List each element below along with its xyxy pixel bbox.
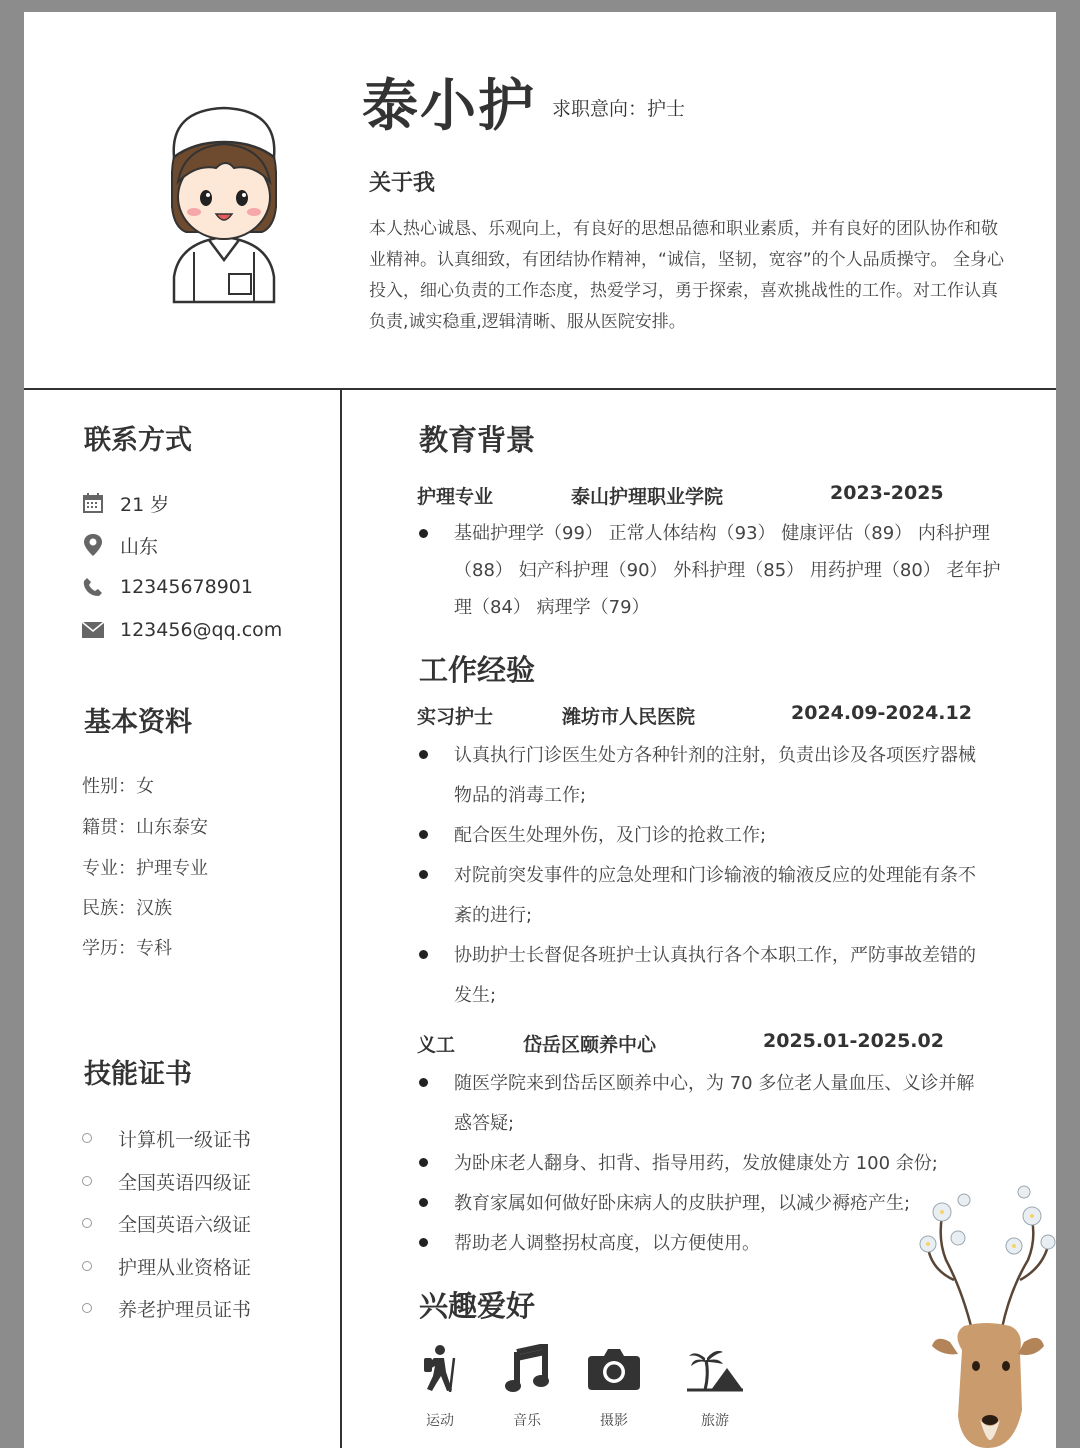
job-bullet: 帮助老人调整拐杖高度，以方便使用。	[416, 1224, 976, 1264]
candidate-name: 泰小护	[362, 74, 536, 139]
info-education: 学历：专科	[82, 938, 172, 959]
cert-item	[82, 1124, 251, 1152]
cert-item	[82, 1294, 251, 1322]
hobby-label: 摄影	[600, 1413, 628, 1429]
education-courses	[416, 515, 1016, 626]
job-period: 2024.09-2024.12	[791, 702, 972, 724]
job-bullet: 随医学院来到岱岳区颐养中心，为 70 多位老人量血压、义诊并解惑答疑;	[416, 1064, 976, 1144]
job-bullet: 认真执行门诊医生处方各种针剂的注射，负责出诊及各项医疗器械物品的消毒工作;	[416, 736, 976, 816]
contact-phone	[82, 572, 253, 602]
hiking-icon	[418, 1344, 462, 1394]
cert-item	[82, 1252, 251, 1280]
calendar-icon	[82, 492, 104, 514]
location-pin-icon	[82, 534, 104, 556]
job-bullet: 对院前突发事件的应急处理和门诊输液的输液反应的处理能有条不紊的进行;	[416, 856, 976, 936]
contact-title: 联系方式	[84, 425, 192, 456]
job-bullet: 为卧床老人翻身、扣背、指导用药，发放健康处方 100 余份;	[416, 1144, 976, 1184]
hobby-music	[497, 1344, 557, 1430]
cert-text: 计算机一级证书	[118, 1128, 252, 1151]
column-divider	[340, 390, 342, 1448]
about-title: 关于我	[369, 171, 436, 196]
cert-text: 护理从业资格证	[118, 1256, 252, 1279]
job-role: 实习护士	[417, 706, 494, 728]
education-title: 教育背景	[419, 423, 536, 457]
hobby-label: 运动	[426, 1413, 454, 1429]
contact-age-text: 21 岁	[120, 493, 170, 516]
contact-email-text: 123456@qq.com	[120, 619, 283, 641]
contact-phone-text: 12345678901	[120, 576, 253, 598]
cert-text: 全国英语六级证	[118, 1213, 252, 1236]
hobby-sport	[410, 1344, 470, 1430]
course-list: 基础护理学（99） 正常人体结构（93） 健康评估（89） 内科护理（88） 妇产科护理（90） 外科护理（85） 用药护理（80） 老年护理（84） 病理学（79）	[416, 515, 1016, 626]
header-divider	[24, 388, 1056, 390]
job-bullet: 协助护士长督促各班护士认真执行各个本职工作，严防事故差错的发生;	[416, 936, 976, 1016]
education-major: 护理专业	[417, 486, 494, 508]
info-gender: 性别：女	[82, 776, 154, 797]
cert-bullet	[82, 1133, 92, 1143]
info-hometown: 籍贯：山东泰安	[82, 817, 208, 838]
nurse-avatar-illustration	[134, 102, 314, 322]
job-org: 潍坊市人民医院	[562, 706, 696, 728]
hobby-label: 音乐	[513, 1413, 541, 1429]
cert-bullet	[82, 1303, 92, 1313]
job-intention: 求职意向：护士	[552, 98, 686, 120]
cert-bullet	[82, 1176, 92, 1186]
job-bullets	[416, 1064, 976, 1264]
education-school: 泰山护理职业学院	[571, 486, 724, 508]
cert-text: 全国英语四级证	[118, 1171, 252, 1194]
contact-email	[82, 615, 282, 645]
camera-icon	[588, 1344, 640, 1394]
hobbies-title: 兴趣爱好	[419, 1289, 536, 1323]
job-role: 义工	[417, 1034, 456, 1056]
info-major: 专业：护理专业	[82, 858, 208, 879]
cert-item	[82, 1167, 251, 1195]
job-bullet: 教育家属如何做好卧床病人的皮肤护理，以减少褥疮产生;	[416, 1184, 976, 1224]
resume-page	[24, 12, 1056, 1448]
contact-location	[82, 530, 158, 560]
hobby-travel	[685, 1344, 745, 1430]
music-note-icon	[505, 1344, 549, 1394]
education-period: 2023-2025	[830, 482, 944, 504]
cert-text: 养老护理员证书	[118, 1298, 252, 1321]
cert-bullet	[82, 1218, 92, 1228]
hobby-photography	[584, 1344, 644, 1430]
job-org: 岱岳区颐养中心	[523, 1034, 657, 1056]
phone-icon	[82, 576, 104, 598]
job-bullet: 配合医生处理外伤，及门诊的抢救工作;	[416, 816, 976, 856]
work-title: 工作经验	[419, 653, 536, 687]
hobby-label: 旅游	[701, 1413, 729, 1429]
cert-item	[82, 1209, 251, 1237]
beach-palm-icon	[687, 1344, 743, 1394]
about-text: 本人热心诚恳、乐观向上，有良好的思想品德和职业素质，并有良好的团队协作和敬业精神。认真细致，有团结协作精神，“诚信，坚韧，宽容”的个人品质操守。 全身心投入，细心负责的工作态度，热爱学习，勇于探索，喜欢挑战性的工作。对工作认真负责,诚实稳重,逻辑清晰、服从医院安排。	[369, 219, 1005, 332]
deer-decoration	[902, 1120, 1056, 1448]
contact-location-text: 山东	[120, 535, 159, 558]
contact-age	[82, 488, 169, 518]
job-period: 2025.01-2025.02	[763, 1030, 944, 1052]
certs-title: 技能证书	[84, 1059, 192, 1090]
job-bullets	[416, 736, 976, 1016]
basic-info-title: 基本资料	[84, 707, 192, 738]
mail-icon	[82, 619, 104, 641]
cert-bullet	[82, 1261, 92, 1271]
info-ethnicity: 民族：汉族	[82, 898, 172, 919]
